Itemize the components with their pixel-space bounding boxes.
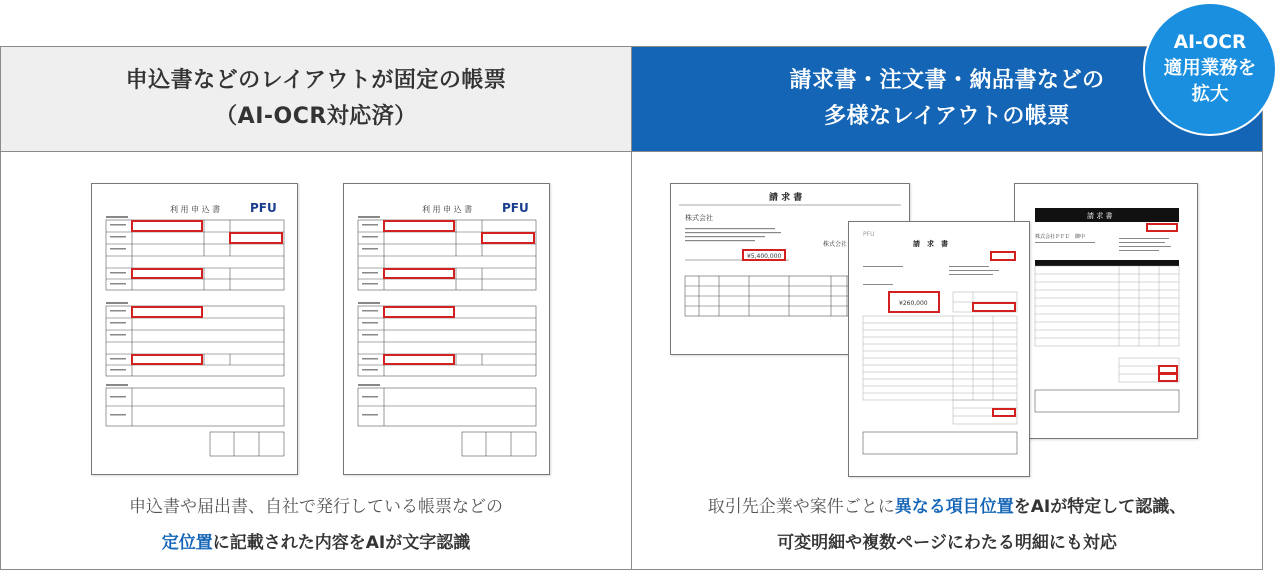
variable-layout-panel bbox=[631, 46, 1263, 570]
variable-layout-header-line2: 多様なレイアウトの帳票 bbox=[824, 104, 1070, 129]
invoice-3-title: 請 求 書 bbox=[1087, 212, 1113, 220]
ai-ocr-expansion-badge bbox=[1143, 2, 1277, 136]
form-title-2: 利 用 申 込 書 bbox=[422, 205, 473, 214]
form-logo-2: PFU bbox=[502, 201, 529, 215]
invoice-1-company: 株式会社 bbox=[685, 214, 713, 222]
variable-layout-header-line1: 請求書・注文書・納品書などの bbox=[789, 68, 1105, 93]
badge-line1: AI-OCR bbox=[1173, 32, 1247, 53]
variable-layout-caption-line1 bbox=[632, 489, 1262, 525]
fixed-layout-header-line2: （AI-OCR対応済） bbox=[215, 104, 417, 129]
invoice-3-company: 株式会社ＰＦＵ 御中 bbox=[1035, 234, 1086, 240]
fixed-layout-caption bbox=[1, 489, 631, 561]
invoice-2-title: 請 求 書 bbox=[913, 240, 948, 248]
invoice-sample-3 bbox=[1014, 183, 1198, 439]
form-logo: PFU bbox=[250, 201, 277, 215]
fixed-layout-caption-line1: 申込書や届出書、自社で発行している帳票などの bbox=[129, 497, 503, 517]
invoice-2-logo: PFU bbox=[863, 231, 875, 238]
fixed-layout-caption-line2 bbox=[1, 525, 631, 561]
application-form-sample-1 bbox=[91, 183, 298, 475]
badge-line3: 拡大 bbox=[1191, 84, 1229, 105]
fixed-layout-header bbox=[1, 47, 631, 152]
different-position-highlight: 異なる項目位置 bbox=[894, 497, 1014, 517]
fixed-layout-header-line1: 申込書などのレイアウトが固定の帳票 bbox=[125, 68, 507, 93]
form-title: 利 用 申 込 書 bbox=[170, 205, 221, 214]
invoice-1-title: 請 求 書 bbox=[769, 193, 803, 203]
variable-layout-caption-pre: 取引先企業や案件ごとに bbox=[707, 497, 895, 517]
variable-layout-caption-line2: 可変明細や複数ページにわたる明細にも対応 bbox=[777, 533, 1117, 553]
invoice-sample-2 bbox=[848, 221, 1030, 477]
variable-layout-caption bbox=[632, 489, 1262, 561]
invoice-2-total: ¥260,000 bbox=[899, 300, 928, 307]
fixed-position-highlight: 定位置 bbox=[161, 533, 213, 553]
application-form-sample-2 bbox=[343, 183, 550, 475]
fixed-layout-caption-line2-rest: に記載された内容をAIが文字認識 bbox=[212, 533, 471, 553]
variable-layout-caption-post: をAIが特定して認識、 bbox=[1013, 497, 1187, 517]
invoice-1-amount: ¥5,400,000 bbox=[747, 253, 782, 260]
invoice-1-company-right: 株式会社 bbox=[823, 241, 848, 248]
badge-line2: 適用業務を bbox=[1163, 58, 1257, 79]
fixed-layout-panel bbox=[0, 46, 632, 570]
